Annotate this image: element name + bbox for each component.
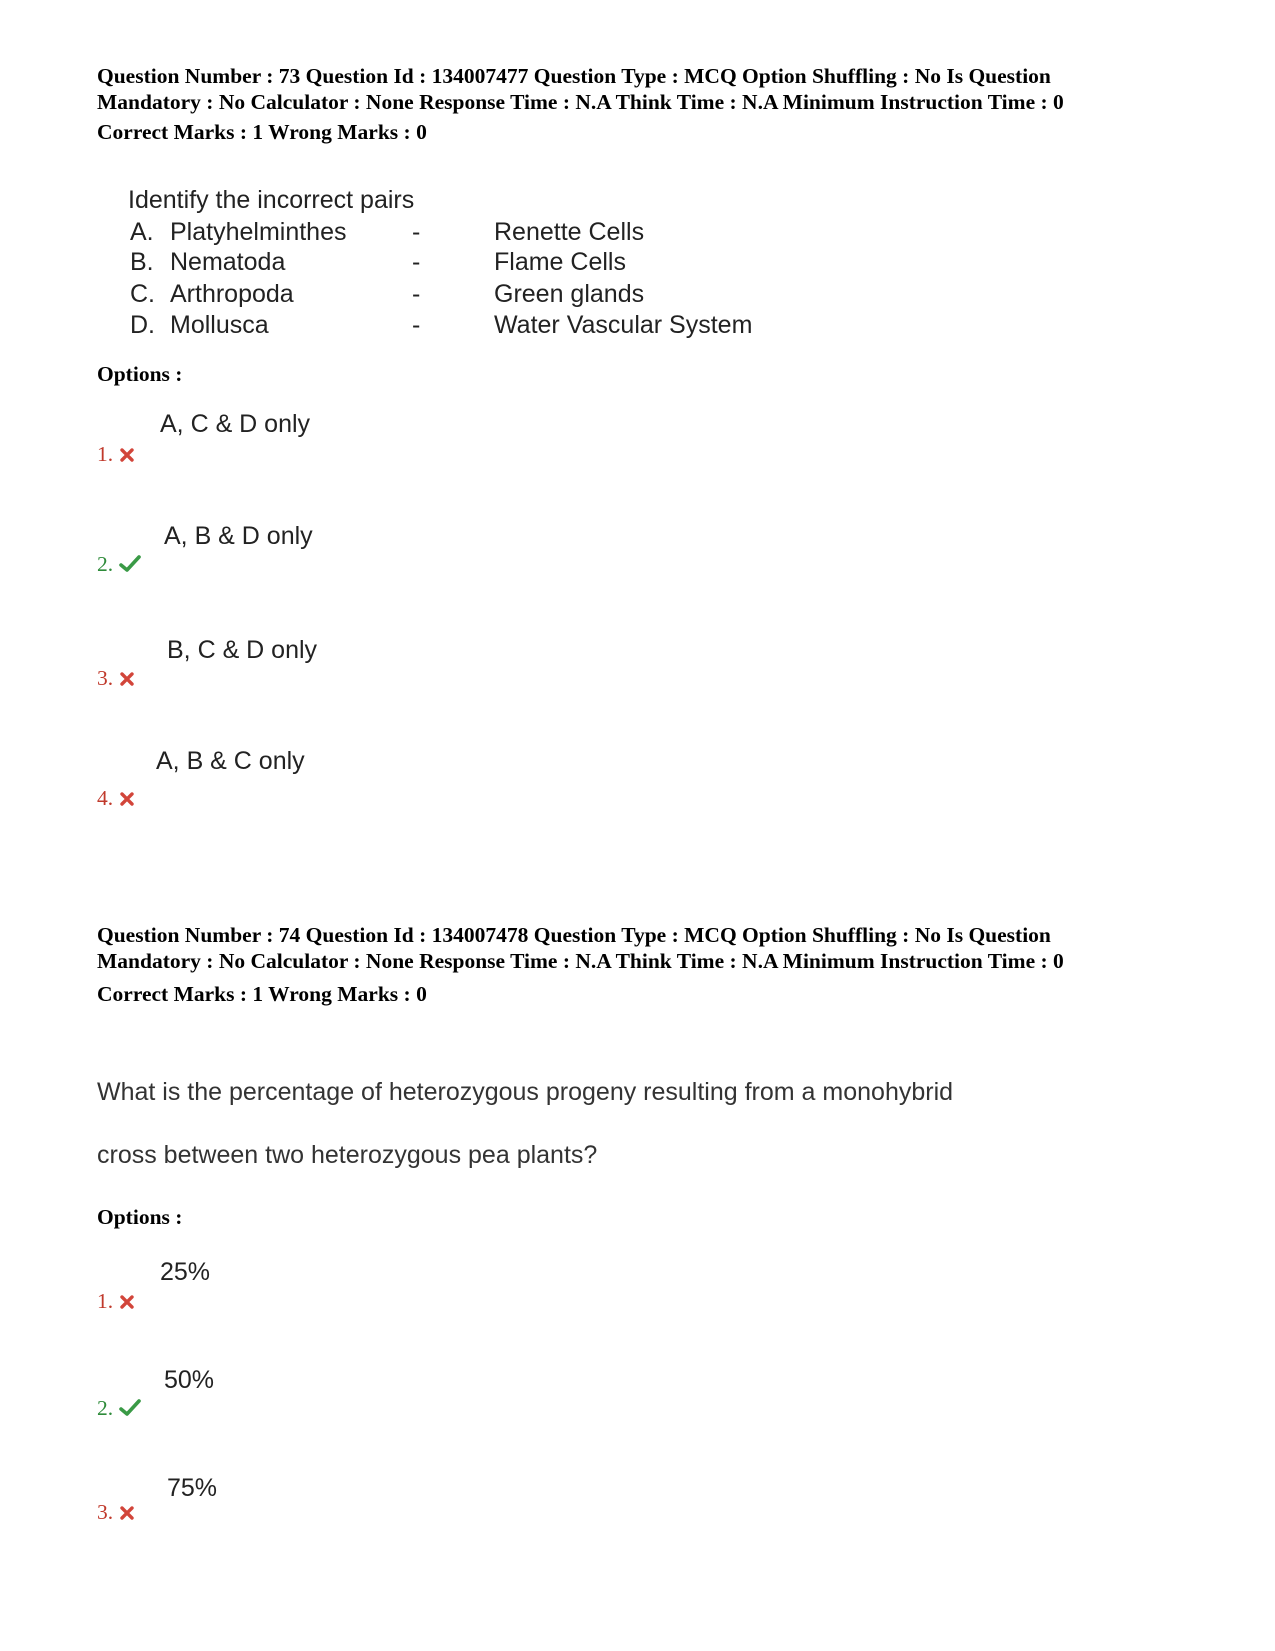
pair-right: Renette Cells xyxy=(494,218,645,246)
pair-letter: D. xyxy=(130,311,155,339)
option-number xyxy=(97,1396,141,1423)
pair-right: Water Vascular System xyxy=(494,311,753,339)
pair-left: Platyhelminthes xyxy=(170,218,347,246)
question-74-meta xyxy=(97,922,1207,974)
pair-letter: C. xyxy=(130,280,155,308)
question-73-meta xyxy=(97,63,1207,115)
pair-dash: - xyxy=(412,248,421,276)
meta-line-2: Mandatory : No Calculator : None Response Time : N.A Think Time : N.A Minimum Instruction Time : 0 xyxy=(97,949,1064,973)
meta-line-1: Question Number : 73 Question Id : 134007477 Question Type : MCQ Option Shuffling : No Is Question xyxy=(97,64,1051,88)
check-icon xyxy=(119,554,141,579)
option-number xyxy=(97,666,135,693)
pair-row-b xyxy=(128,248,808,280)
option-number xyxy=(97,1289,135,1316)
option-number xyxy=(97,552,141,579)
option-text[interactable]: B, C & D only xyxy=(167,636,318,664)
option-number-label: 3. xyxy=(97,1500,114,1524)
question-73-options-label: Options : xyxy=(97,362,183,386)
option-text[interactable]: 75% xyxy=(167,1474,218,1502)
option-number-label: 2. xyxy=(97,1396,114,1420)
option-text[interactable]: A, C & D only xyxy=(160,410,311,438)
pair-letter: A. xyxy=(130,218,154,246)
option-text[interactable]: A, B & D only xyxy=(164,522,313,550)
option-number xyxy=(97,1500,135,1527)
option-number-label: 4. xyxy=(97,786,114,810)
pair-left: Arthropoda xyxy=(170,280,294,308)
option-number-label: 1. xyxy=(97,1289,114,1313)
cross-icon xyxy=(119,1291,135,1316)
pair-row-c xyxy=(128,280,808,312)
cross-icon xyxy=(119,788,135,813)
question-74-prompt-line-2: cross between two heterozygous pea plants? xyxy=(97,1141,598,1169)
question-73-marks: Correct Marks : 1 Wrong Marks : 0 xyxy=(97,120,427,144)
meta-line-2: Mandatory : No Calculator : None Response Time : N.A Think Time : N.A Minimum Instruction Time : 0 xyxy=(97,90,1064,114)
pair-letter: B. xyxy=(130,248,154,276)
pair-left: Nematoda xyxy=(170,248,286,276)
option-number xyxy=(97,442,135,469)
check-icon xyxy=(119,1398,141,1423)
pair-right: Flame Cells xyxy=(494,248,626,276)
option-number xyxy=(97,786,135,813)
question-73-prompt: Identify the incorrect pairs xyxy=(128,186,415,214)
pair-dash: - xyxy=(412,218,421,246)
question-74-marks: Correct Marks : 1 Wrong Marks : 0 xyxy=(97,982,427,1006)
question-74-prompt-line-1: What is the percentage of heterozygous progeny resulting from a monohybrid xyxy=(97,1078,954,1106)
cross-icon xyxy=(119,444,135,469)
option-number-label: 1. xyxy=(97,442,114,466)
meta-line-1: Question Number : 74 Question Id : 134007478 Question Type : MCQ Option Shuffling : No Is Question xyxy=(97,923,1051,947)
pair-dash: - xyxy=(412,311,421,339)
question-74-options-label: Options : xyxy=(97,1205,183,1229)
option-number-label: 2. xyxy=(97,552,114,576)
cross-icon xyxy=(119,1502,135,1527)
cross-icon xyxy=(119,668,135,693)
pair-row-a xyxy=(128,218,808,250)
option-text[interactable]: 50% xyxy=(164,1366,215,1394)
option-number-label: 3. xyxy=(97,666,114,690)
pair-dash: - xyxy=(412,280,421,308)
option-text[interactable]: 25% xyxy=(160,1258,211,1286)
pair-right: Green glands xyxy=(494,280,645,308)
pair-row-d xyxy=(128,311,808,343)
option-text[interactable]: A, B & C only xyxy=(156,747,305,775)
pair-left: Mollusca xyxy=(170,311,269,339)
